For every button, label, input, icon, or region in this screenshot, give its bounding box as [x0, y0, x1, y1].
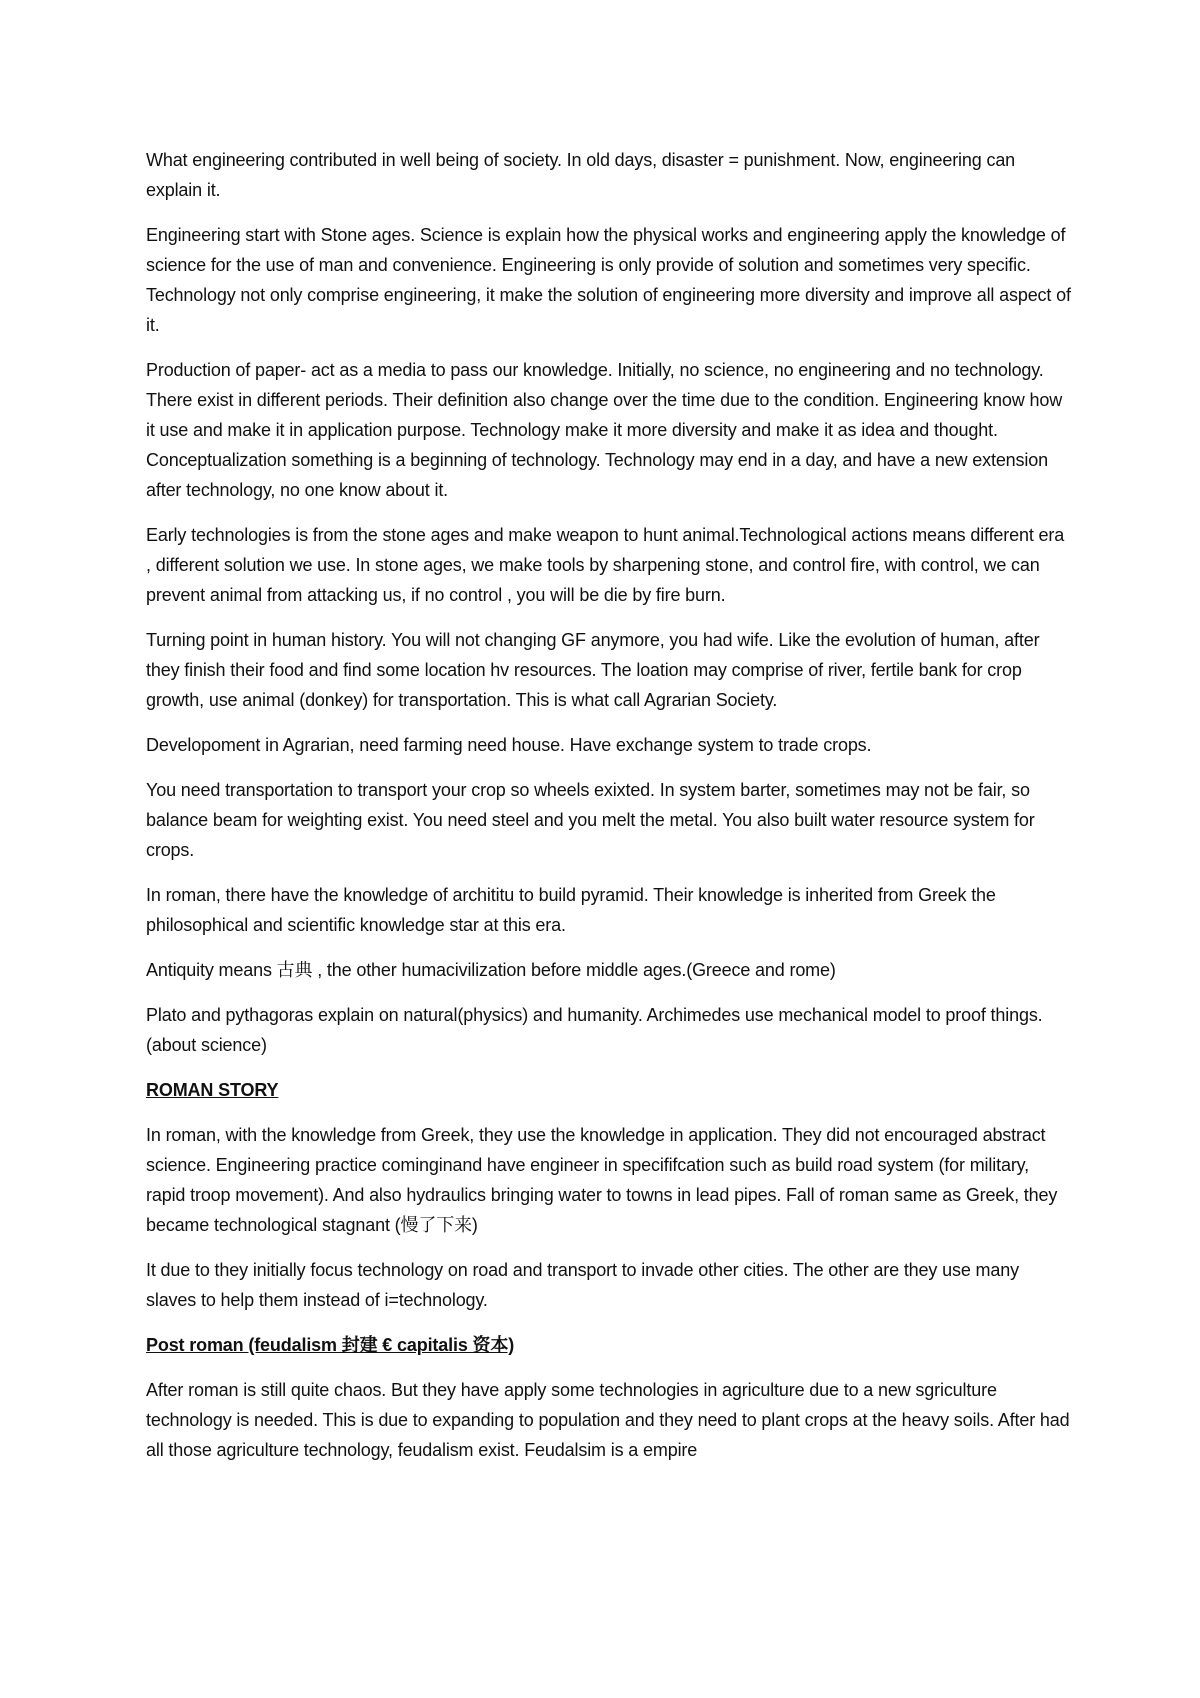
paragraph-plato: Plato and pythagoras explain on natural(physics) and humanity. Archimedes use mechanical model to proof things. (about science): [146, 1005, 1043, 1055]
paragraph-stone-ages: Engineering start with Stone ages. Science is explain how the physical works and engineering apply the knowledge of science for the use of man and convenience. Engineering is only provide of solution and sometimes very specific. Technology not only comprise engineering, it make the solution of engineering more diversity and improve all aspect of it.: [146, 225, 1071, 335]
paragraph-engineering-society: What engineering contributed in well being of society. In old days, disaster = punishment. Now, engineering can explain it.: [146, 150, 1016, 200]
heading-roman-story: ROMAN STORY: [146, 1080, 279, 1100]
paragraph-paper: Production of paper- act as a media to pass our knowledge. Initially, no science, no engineering and no technology. There exist in different periods. Their definition also change over the time due to the condition. Engineering know how it use and make it in application purpose. Technology make it more diversity and make it as idea and thought. Conceptualization something is a beginning of technology. Technology may end in a day, and have a new extension after technology, no one know about it.: [146, 360, 1063, 500]
heading-post-roman: Post roman (feudalism 封建 € capitalis 资本): [146, 1335, 515, 1355]
paragraph-roman-knowledge: In roman, there have the knowledge of archititu to build pyramid. Their knowledge is inherited from Greek the philosophical and scientific knowledge star at this era.: [146, 885, 996, 935]
paragraph-turning-point: Turning point in human history. You will not changing GF anymore, you had wife. Like the evolution of human, after they finish their food and find some location hv resources. The loation may comprise of river, fertile bank for crop growth, use animal (donkey) for transportation. This is what call Agrarian Society.: [146, 630, 1040, 710]
paragraph-after-roman: After roman is still quite chaos. But they have apply some technologies in agriculture due to a new sgriculture technology is needed. This is due to expanding to population and they need to plant crops at the heavy soils. After had all those agriculture technology, feudalism exist. Feudalsim is a empire: [146, 1380, 1070, 1460]
paragraph-roman-application: In roman, with the knowledge from Greek, they use the knowledge in application. They did not encouraged abstract science. Engineering practice cominginand have engineer in specififcation such as build road system (for military, rapid troop movement). And also hydraulics bringing water to towns in lead pipes. Fall of roman same as Greek, they became technological stagnant (慢了下来): [146, 1125, 1058, 1235]
paragraph-agrarian: Developoment in Agrarian, need farming need house. Have exchange system to trade crops.: [146, 735, 872, 755]
paragraph-antiquity: Antiquity means 古典 , the other humacivilization before middle ages.(Greece and rome): [146, 960, 836, 980]
paragraph-roman-focus: It due to they initially focus technology on road and transport to invade other cities. The other are they use many slaves to help them instead of i=technology.: [146, 1260, 1019, 1310]
paragraph-early-technologies: Early technologies is from the stone ages and make weapon to hunt animal.Technological actions means different era , different solution we use. In stone ages, we make tools by sharpening stone, and control fire, with control, we can prevent animal from attacking us, if no control , you will be die by fire burn.: [146, 525, 1065, 605]
document-body: [146, 145, 1071, 1480]
paragraph-transportation: You need transportation to transport your crop so wheels exixted. In system barter, sometimes may not be fair, so balance beam for weighting exist. You need steel and you melt the metal. You also built water resource system for crops.: [146, 780, 1035, 860]
